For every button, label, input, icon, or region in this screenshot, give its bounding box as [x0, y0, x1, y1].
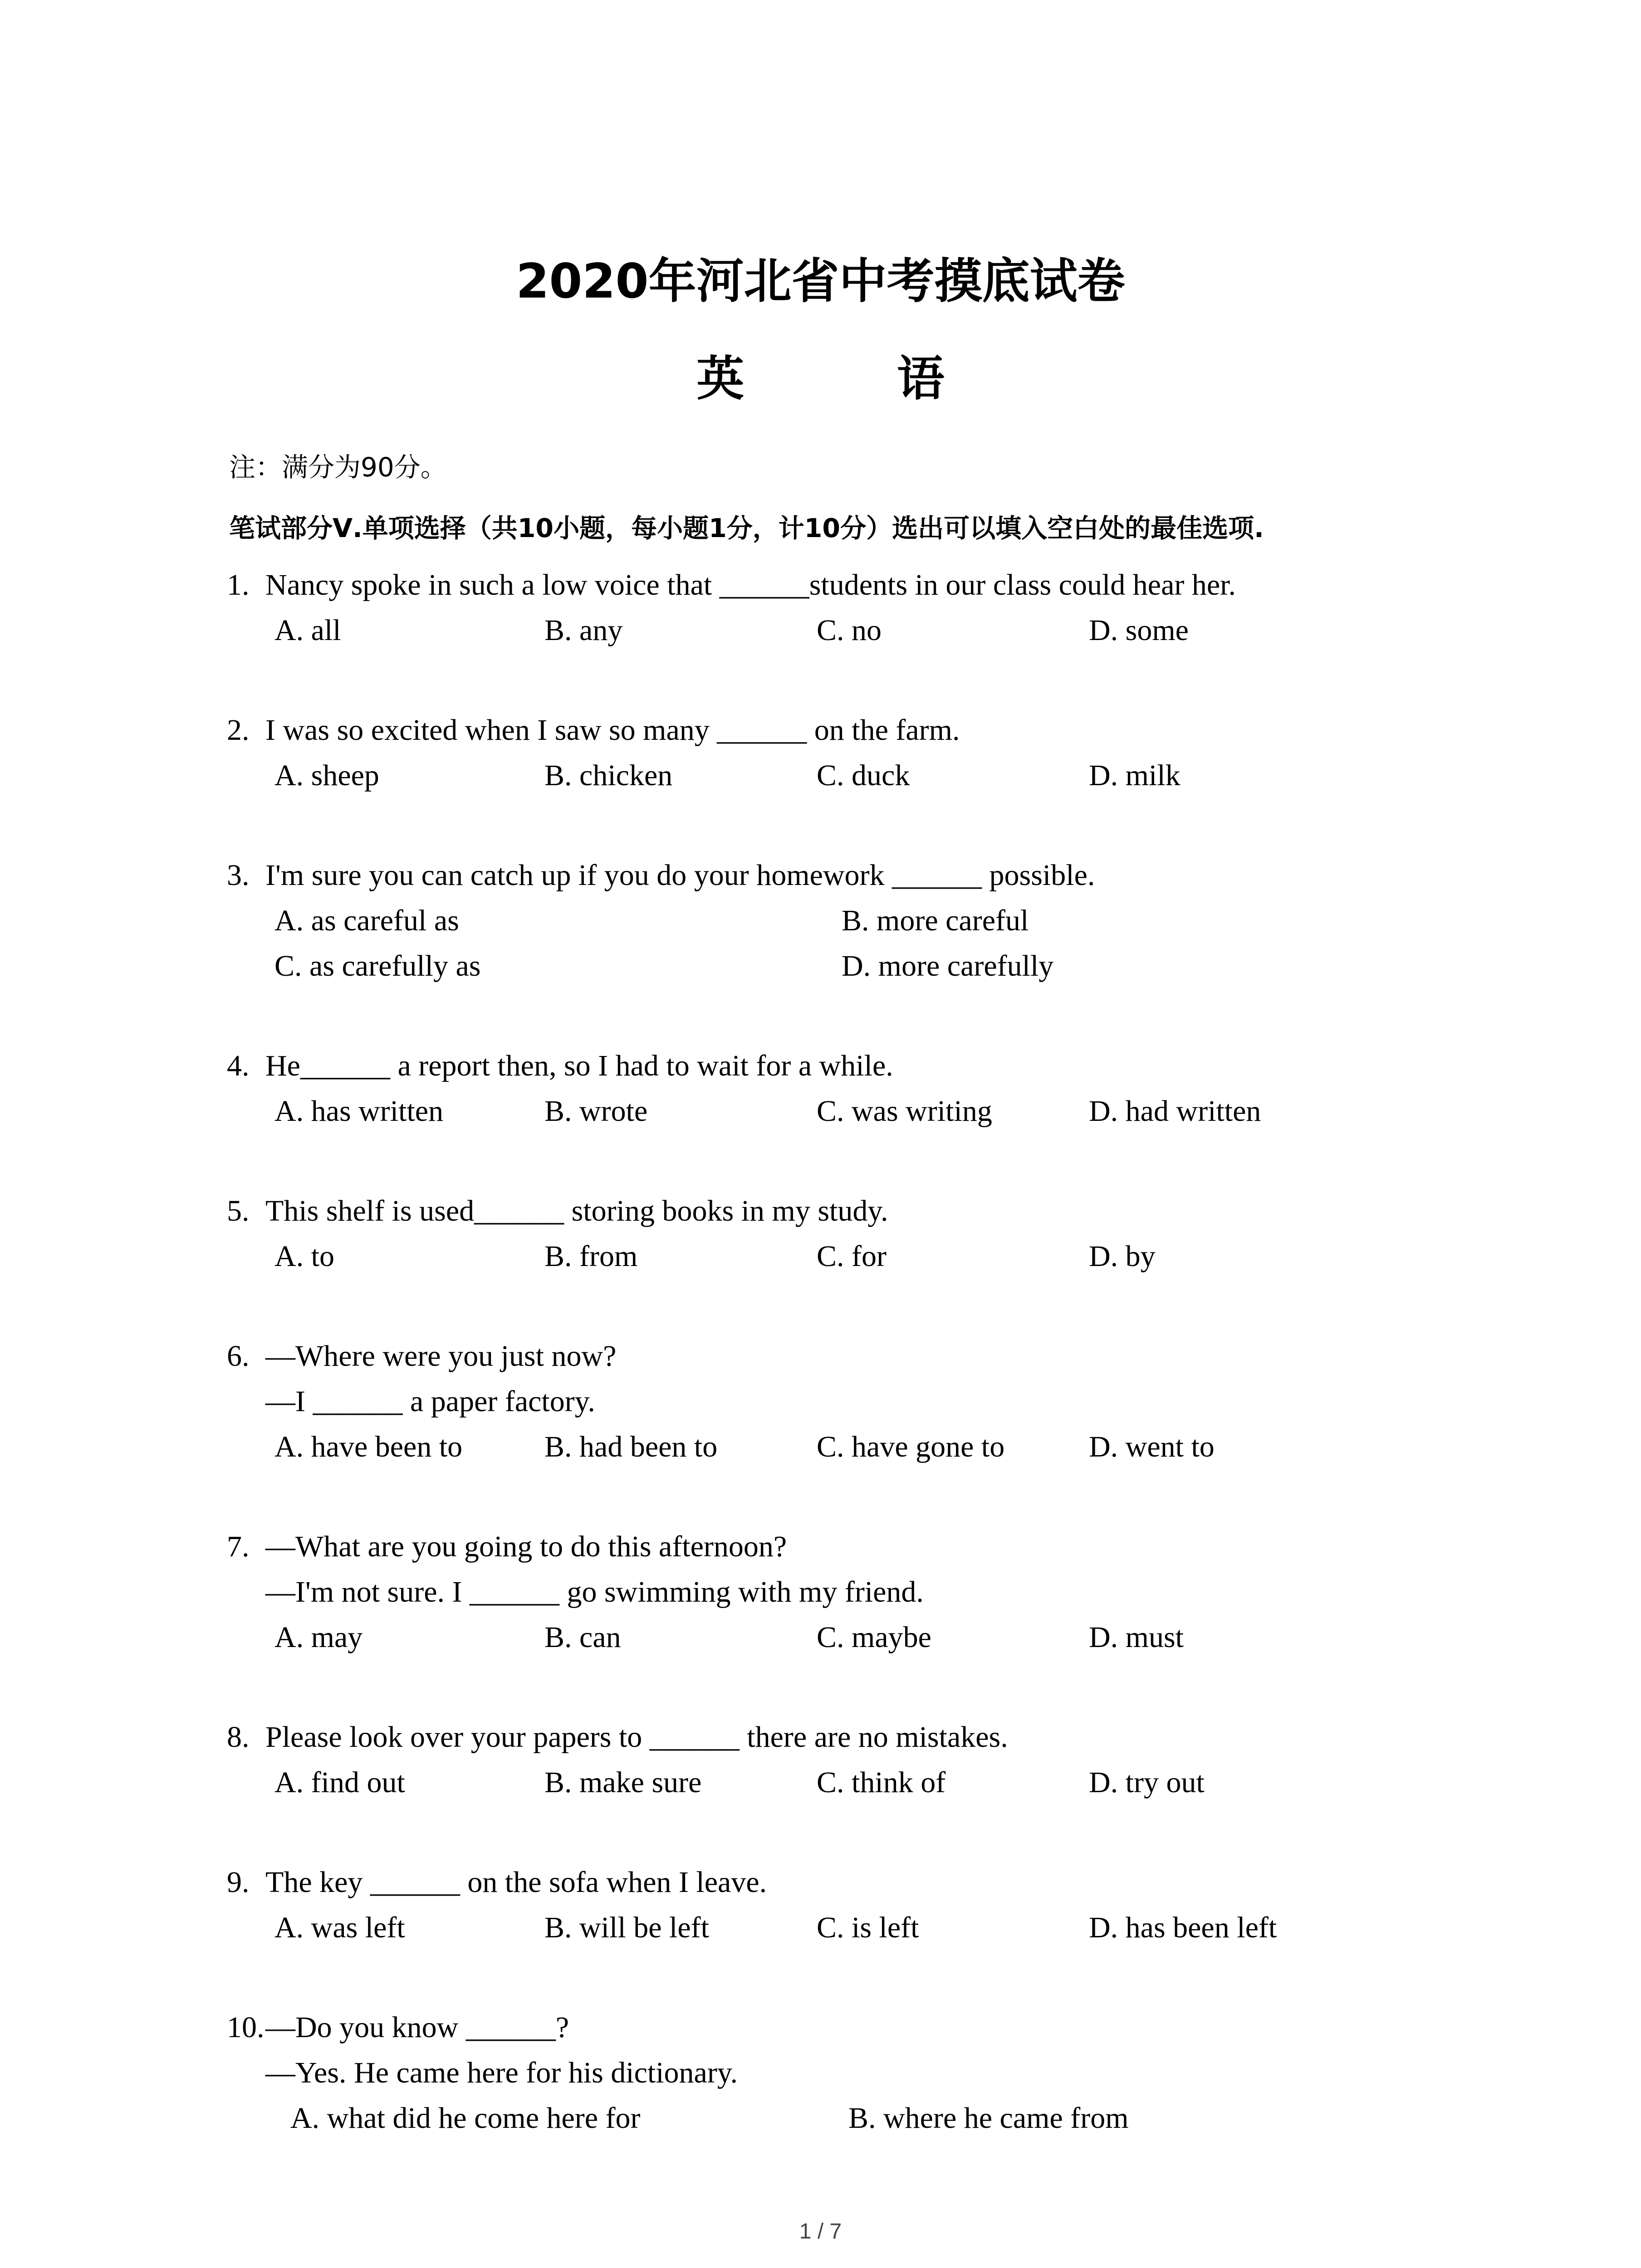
answer-option[interactable]: B. will be left: [544, 1911, 709, 1944]
exam-title: 2020年河北省中考摸底试卷: [516, 254, 1125, 309]
question-text: —I ______ a paper factory.: [265, 1385, 595, 1418]
answer-option[interactable]: A. may: [274, 1621, 363, 1654]
answer-option[interactable]: C. think of: [817, 1766, 946, 1799]
question-number: 9.: [227, 1866, 250, 1899]
answer-option[interactable]: C. duck: [817, 759, 910, 792]
answer-option[interactable]: B. wrote: [544, 1095, 648, 1128]
answer-option[interactable]: B. chicken: [544, 759, 673, 792]
question-text: I'm sure you can catch up if you do your homework ______ possible.: [265, 859, 1095, 892]
answer-option[interactable]: B. can: [544, 1621, 621, 1654]
answer-option[interactable]: C. for: [817, 1240, 887, 1273]
question-number: 8.: [227, 1721, 250, 1754]
question-text: Please look over your papers to ______ there are no mistakes.: [265, 1721, 1008, 1754]
answer-option[interactable]: B. any: [544, 614, 623, 647]
answer-option[interactable]: A. sheep: [274, 759, 379, 792]
question-number: 6.: [227, 1339, 250, 1373]
answer-option[interactable]: C. no: [817, 614, 882, 647]
question-text: I was so excited when I saw so many ______ on the farm.: [265, 714, 960, 747]
answer-option[interactable]: A. all: [274, 614, 341, 647]
question-text: —Yes. He came here for his dictionary.: [265, 2056, 738, 2089]
answer-option[interactable]: D. went to: [1089, 1430, 1215, 1463]
answer-option[interactable]: B. where he came from: [848, 2102, 1129, 2135]
answer-option[interactable]: A. find out: [274, 1766, 405, 1799]
question-number: 4.: [227, 1049, 250, 1082]
answer-option[interactable]: D. must: [1089, 1621, 1184, 1654]
question-text: —Where were you just now?: [265, 1339, 617, 1373]
answer-option[interactable]: C. is left: [817, 1911, 919, 1944]
answer-option[interactable]: D. by: [1089, 1240, 1156, 1273]
answer-option[interactable]: C. as carefully as: [274, 949, 481, 982]
question-text: —What are you going to do this afternoon?: [265, 1530, 787, 1563]
question-number: 2.: [227, 714, 250, 747]
answer-option[interactable]: D. had written: [1089, 1095, 1261, 1128]
answer-option[interactable]: D. try out: [1089, 1766, 1205, 1799]
answer-option[interactable]: B. had been to: [544, 1430, 718, 1463]
answer-option[interactable]: A. what did he come here for: [290, 2102, 641, 2135]
answer-option[interactable]: C. was writing: [817, 1095, 992, 1128]
answer-option[interactable]: A. as careful as: [274, 904, 459, 937]
question-text: He______ a report then, so I had to wait for a while.: [265, 1049, 893, 1082]
question-text: The key ______ on the sofa when I leave.: [265, 1866, 767, 1899]
answer-option[interactable]: D. more carefully: [842, 949, 1054, 982]
page-number: 1 / 7: [799, 2219, 842, 2244]
question-text: —I'm not sure. I ______ go swimming with my friend.: [265, 1575, 924, 1608]
answer-option[interactable]: A. was left: [274, 1911, 405, 1944]
answer-option[interactable]: A. have been to: [274, 1430, 463, 1463]
answer-option[interactable]: B. more careful: [842, 904, 1029, 937]
answer-option[interactable]: A. has written: [274, 1095, 444, 1128]
answer-option[interactable]: B. from: [544, 1240, 638, 1273]
question-number: 5.: [227, 1194, 250, 1227]
question-number: 10.: [227, 2011, 265, 2044]
subject-title: 英 语: [696, 351, 1013, 406]
answer-option[interactable]: A. to: [274, 1240, 334, 1273]
question-number: 1.: [227, 568, 250, 601]
score-note: 注：满分为90分。: [229, 452, 447, 483]
answer-option[interactable]: B. make sure: [544, 1766, 702, 1799]
answer-option[interactable]: D. milk: [1089, 759, 1181, 792]
answer-option[interactable]: C. have gone to: [817, 1430, 1005, 1463]
answer-option[interactable]: C. maybe: [817, 1621, 931, 1654]
question-text: This shelf is used______ storing books in my study.: [265, 1194, 888, 1227]
answer-option[interactable]: D. some: [1089, 614, 1189, 647]
question-number: 7.: [227, 1530, 250, 1563]
question-text: Nancy spoke in such a low voice that ______students in our class could hear her.: [265, 568, 1236, 601]
question-text: —Do you know ______?: [265, 2011, 569, 2044]
section-heading: 笔试部分Ⅴ.单项选择（共10小题，每小题1分，计10分）选出可以填入空白处的最佳选项.: [229, 513, 1264, 543]
question-number: 3.: [227, 859, 250, 892]
answer-option[interactable]: D. has been left: [1089, 1911, 1277, 1944]
